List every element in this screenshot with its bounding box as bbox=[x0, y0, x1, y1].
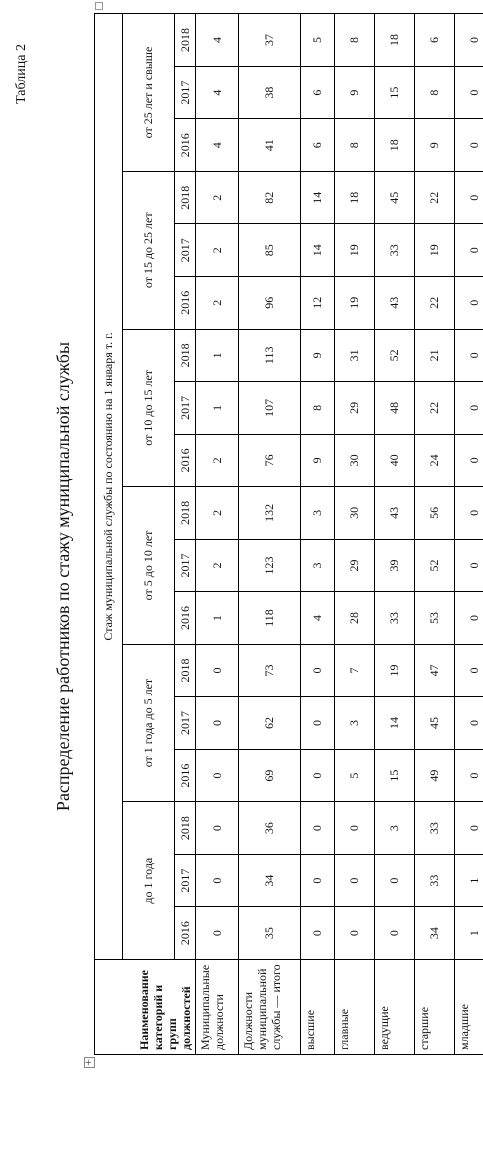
row-label: старшие bbox=[415, 959, 455, 1054]
table-row bbox=[335, 14, 375, 1055]
table-cell: 0 bbox=[196, 854, 239, 907]
table-cell: 0 bbox=[455, 539, 483, 592]
row-label: высшие bbox=[301, 959, 335, 1054]
table-cell: 76 bbox=[239, 434, 301, 487]
table-row bbox=[455, 14, 483, 1055]
table-cell: 30 bbox=[335, 434, 375, 487]
table-cell: 1 bbox=[196, 592, 239, 645]
table-cell: 29 bbox=[335, 539, 375, 592]
year-header: 2017 bbox=[175, 66, 196, 119]
table-cell: 0 bbox=[196, 697, 239, 750]
table-cell: 9 bbox=[301, 329, 335, 382]
group-header: от 5 до 10 лет bbox=[123, 487, 175, 645]
table-cell: 31 bbox=[335, 329, 375, 382]
table-cell: 0 bbox=[335, 907, 375, 960]
table-cell: 5 bbox=[301, 14, 335, 67]
table-cell: 0 bbox=[455, 434, 483, 487]
table-cell: 0 bbox=[455, 749, 483, 802]
table-cell: 24 bbox=[415, 434, 455, 487]
table-row bbox=[415, 14, 455, 1055]
table-cell: 2 bbox=[196, 539, 239, 592]
table-cell: 43 bbox=[375, 277, 415, 330]
year-header: 2018 bbox=[175, 171, 196, 224]
table-cell: 0 bbox=[455, 329, 483, 382]
table-cell: 0 bbox=[455, 171, 483, 224]
table-cell: 2 bbox=[196, 171, 239, 224]
table-cell: 33 bbox=[415, 854, 455, 907]
year-header: 2016 bbox=[175, 592, 196, 645]
table-cell: 47 bbox=[415, 644, 455, 697]
table-cell: 19 bbox=[375, 644, 415, 697]
table-cell: 0 bbox=[301, 749, 335, 802]
group-header: до 1 года bbox=[123, 802, 175, 960]
group-header: от 1 года до 5 лет bbox=[123, 644, 175, 802]
year-header: 2018 bbox=[175, 644, 196, 697]
table-cell: 0 bbox=[455, 697, 483, 750]
table-cell: 0 bbox=[196, 802, 239, 855]
year-header: 2018 bbox=[175, 802, 196, 855]
table-cell: 9 bbox=[415, 119, 455, 172]
year-header: 2018 bbox=[175, 14, 196, 67]
table-cell: 2 bbox=[196, 487, 239, 540]
table-cell: 33 bbox=[375, 592, 415, 645]
year-header: 2017 bbox=[175, 854, 196, 907]
table-cell: 0 bbox=[455, 277, 483, 330]
table-cell: 0 bbox=[375, 854, 415, 907]
year-header: 2016 bbox=[175, 434, 196, 487]
year-header: 2017 bbox=[175, 539, 196, 592]
table-cell: 40 bbox=[375, 434, 415, 487]
table-cell: 22 bbox=[415, 382, 455, 435]
table-cell: 8 bbox=[415, 66, 455, 119]
table-cell: 30 bbox=[335, 487, 375, 540]
table-cell: 43 bbox=[375, 487, 415, 540]
table-row bbox=[239, 14, 301, 1055]
table-cell: 8 bbox=[335, 119, 375, 172]
row-label: Должности муниципальной службы — итого bbox=[239, 959, 301, 1054]
table-cell: 73 bbox=[239, 644, 301, 697]
table-cell: 6 bbox=[301, 119, 335, 172]
table-cell: 0 bbox=[455, 644, 483, 697]
table-cell: 0 bbox=[455, 382, 483, 435]
table-cell: 0 bbox=[375, 907, 415, 960]
year-header: 2016 bbox=[175, 277, 196, 330]
table-cell: 132 bbox=[239, 487, 301, 540]
year-header: 2018 bbox=[175, 487, 196, 540]
table-cell: 6 bbox=[301, 66, 335, 119]
table-cell: 4 bbox=[196, 119, 239, 172]
table-cell: 19 bbox=[415, 224, 455, 277]
table-cell: 3 bbox=[301, 487, 335, 540]
table-move-handle-icon[interactable]: + bbox=[84, 1058, 94, 1067]
year-header: 2016 bbox=[175, 119, 196, 172]
table-caption: Таблица 2 bbox=[14, 44, 29, 104]
table-cell: 34 bbox=[239, 854, 301, 907]
table-cell: 19 bbox=[335, 224, 375, 277]
table-cell: 1 bbox=[196, 382, 239, 435]
table-cell: 118 bbox=[239, 592, 301, 645]
table-cell: 45 bbox=[375, 171, 415, 224]
year-header: 2016 bbox=[175, 749, 196, 802]
table-cell: 28 bbox=[335, 592, 375, 645]
table-cell: 38 bbox=[239, 66, 301, 119]
table-cell: 123 bbox=[239, 539, 301, 592]
table-cell: 113 bbox=[239, 329, 301, 382]
table-cell: 0 bbox=[301, 854, 335, 907]
table-cell: 14 bbox=[375, 697, 415, 750]
table-cell: 45 bbox=[415, 697, 455, 750]
table-cell: 9 bbox=[335, 66, 375, 119]
table-cell: 2 bbox=[196, 434, 239, 487]
row-label: Муниципальные должности bbox=[196, 959, 239, 1054]
table-cell: 8 bbox=[301, 382, 335, 435]
table-cell: 0 bbox=[335, 854, 375, 907]
table-cell: 33 bbox=[415, 802, 455, 855]
table-cell: 85 bbox=[239, 224, 301, 277]
table-cell: 35 bbox=[239, 907, 301, 960]
year-header: 2018 bbox=[175, 329, 196, 382]
table-resize-handle-icon[interactable] bbox=[95, 2, 103, 10]
table-cell: 0 bbox=[301, 644, 335, 697]
table-cell: 0 bbox=[196, 907, 239, 960]
table-cell: 48 bbox=[375, 382, 415, 435]
corner-header: Наименование категорий и групп должностей bbox=[95, 959, 196, 1054]
table-cell: 39 bbox=[375, 539, 415, 592]
year-header: 2017 bbox=[175, 382, 196, 435]
row-label: главные bbox=[335, 959, 375, 1054]
table-cell: 41 bbox=[239, 119, 301, 172]
table-cell: 18 bbox=[335, 171, 375, 224]
table-cell: 33 bbox=[375, 224, 415, 277]
table-cell: 0 bbox=[196, 644, 239, 697]
table-cell: 6 bbox=[415, 14, 455, 67]
table-cell: 0 bbox=[301, 697, 335, 750]
table-cell: 0 bbox=[455, 487, 483, 540]
seniority-table bbox=[94, 13, 483, 1055]
table-cell: 0 bbox=[455, 119, 483, 172]
group-header: от 10 до 15 лет bbox=[123, 329, 175, 487]
table-cell: 52 bbox=[375, 329, 415, 382]
table-cell: 0 bbox=[455, 592, 483, 645]
year-header: 2017 bbox=[175, 224, 196, 277]
table-cell: 12 bbox=[301, 277, 335, 330]
table-cell: 37 bbox=[239, 14, 301, 67]
group-header: от 15 до 25 лет bbox=[123, 171, 175, 329]
table-cell: 2 bbox=[196, 277, 239, 330]
year-header: 2017 bbox=[175, 697, 196, 750]
table-cell: 18 bbox=[375, 119, 415, 172]
table-cell: 1 bbox=[455, 854, 483, 907]
table-cell: 3 bbox=[301, 539, 335, 592]
table-cell: 107 bbox=[239, 382, 301, 435]
table-cell: 4 bbox=[196, 14, 239, 67]
row-label: младшие bbox=[455, 959, 483, 1054]
table-cell: 8 bbox=[335, 14, 375, 67]
table-cell: 49 bbox=[415, 749, 455, 802]
table-cell: 3 bbox=[375, 802, 415, 855]
table-cell: 3 bbox=[335, 697, 375, 750]
table-cell: 21 bbox=[415, 329, 455, 382]
table-cell: 15 bbox=[375, 66, 415, 119]
table-cell: 14 bbox=[301, 224, 335, 277]
table-cell: 34 bbox=[415, 907, 455, 960]
table-cell: 7 bbox=[335, 644, 375, 697]
group-header: от 25 лет и свыше bbox=[123, 14, 175, 172]
table-cell: 0 bbox=[301, 802, 335, 855]
table-cell: 22 bbox=[415, 277, 455, 330]
table-cell: 82 bbox=[239, 171, 301, 224]
table-cell: 0 bbox=[301, 907, 335, 960]
table-cell: 62 bbox=[239, 697, 301, 750]
table-cell: 56 bbox=[415, 487, 455, 540]
table-cell: 52 bbox=[415, 539, 455, 592]
table-cell: 1 bbox=[196, 329, 239, 382]
table-cell: 53 bbox=[415, 592, 455, 645]
table-cell: 9 bbox=[301, 434, 335, 487]
table-cell: 36 bbox=[239, 802, 301, 855]
table-cell: 0 bbox=[335, 802, 375, 855]
table-row bbox=[375, 14, 415, 1055]
row-label: ведущие bbox=[375, 959, 415, 1054]
table-row bbox=[196, 14, 239, 1055]
table-cell: 19 bbox=[335, 277, 375, 330]
span-header: Стаж муниципальной службы по состоянию на 1 января т. г. bbox=[95, 14, 123, 960]
table-row bbox=[301, 14, 335, 1055]
table-cell: 18 bbox=[375, 14, 415, 67]
table-cell: 4 bbox=[196, 66, 239, 119]
table-cell: 15 bbox=[375, 749, 415, 802]
table-cell: 0 bbox=[196, 749, 239, 802]
table-cell: 29 bbox=[335, 382, 375, 435]
year-header: 2016 bbox=[175, 907, 196, 960]
table-cell: 5 bbox=[335, 749, 375, 802]
table-cell: 22 bbox=[415, 171, 455, 224]
table-cell: 96 bbox=[239, 277, 301, 330]
table-cell: 0 bbox=[455, 224, 483, 277]
table-cell: 1 bbox=[455, 907, 483, 960]
table-cell: 0 bbox=[455, 802, 483, 855]
table-cell: 0 bbox=[455, 66, 483, 119]
table-cell: 14 bbox=[301, 171, 335, 224]
table-cell: 4 bbox=[301, 592, 335, 645]
table-cell: 69 bbox=[239, 749, 301, 802]
page-title: Распределение работников по стажу муниципальной службы bbox=[53, 341, 73, 812]
table-cell: 0 bbox=[455, 14, 483, 67]
table-cell: 2 bbox=[196, 224, 239, 277]
